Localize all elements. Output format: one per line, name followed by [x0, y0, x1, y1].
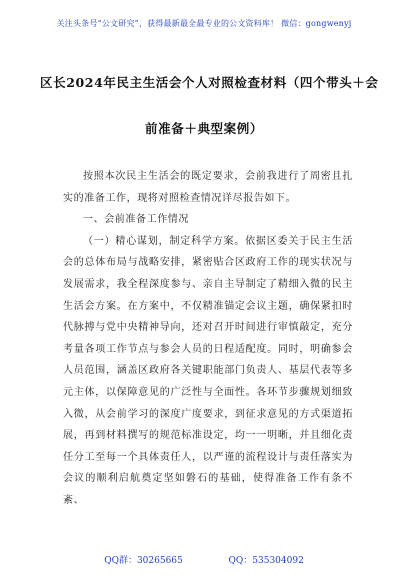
footer-contact [0, 553, 408, 566]
document-title-line-1: 区长2024年民主生活会个人对照检查材料（四个带头＋会 [40, 75, 379, 90]
header-promo-note: 关注头条号“公文研究”，获得最新最全最专业的公文资料库！ 微信：gongwenyj [56, 19, 352, 28]
document-title-line-2: 前准备＋典型案例） [145, 121, 263, 136]
document-body [63, 166, 353, 512]
intro-paragraph: 按照本次民主生活会的既定要求，会前我进行了周密且扎实的准备工作，现将对照检查情况详尽报告如下。 [63, 171, 353, 204]
footer-qq-group: QQ群：30265665 [104, 556, 183, 566]
section-1-heading: 一、会前准备工作情况 [83, 214, 189, 226]
footer-qq-number: QQ：535304092 [228, 556, 304, 566]
section-1-paragraph: （一）精心谋划，制定科学方案。依据区委关于民主生活会的总体布局与战略安排，紧密贴合区政府工作的现实状况与发展需求，我全程深度参与、亲自主导制定了精细入微的民主生活会方案。在方案中，不仅精准锚定会议主题，确保紧扣时代脉搏与党中央精神导向，还对召开时间进行审慎敲定，充分考量各项工作节点与参会人员的日程适配度。同时，明确参会人员范围，涵盖区政府各关键职能部门负责人、基层代表等多元主体，以保障意见的广泛性与全面性。各环节步骤规划细致入微，从会前学习的深度广度要求，到征求意见的方式渠道拓展，再到材料撰写的规范标准设定，均一一明晰，并且细化责任分工至每一个具体责任人，以严谨的流程设计与责任落实为会议的顺利启航奠定坚如磐石的基础，使得准备工作有条不紊、 [63, 235, 353, 506]
